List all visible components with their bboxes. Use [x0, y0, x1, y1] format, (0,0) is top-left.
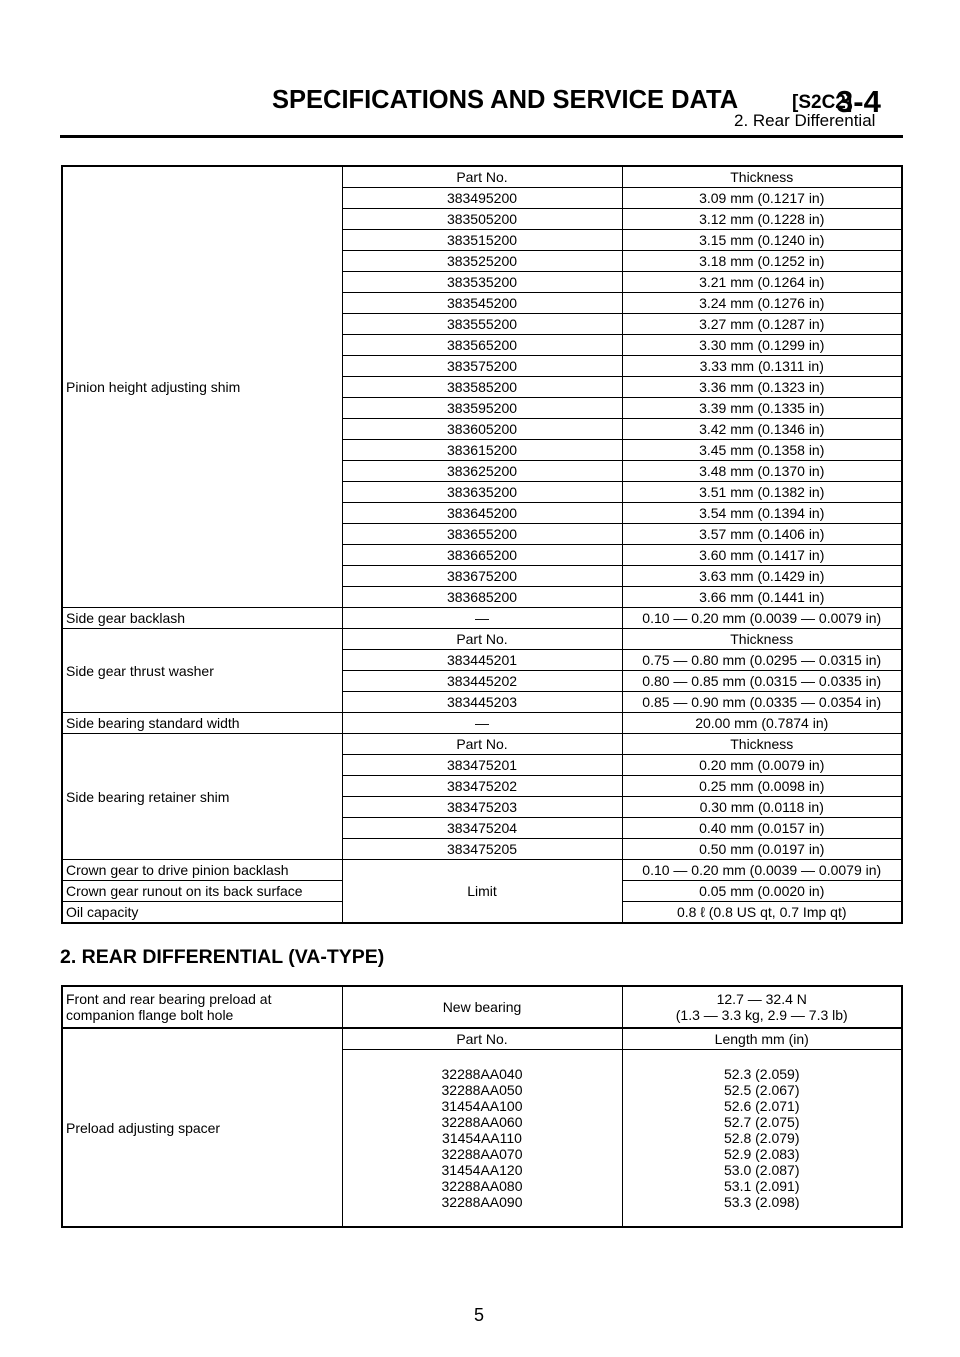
value-cell: 0.75 — 0.80 mm (0.0295 — 0.0315 in) — [622, 650, 902, 671]
value-cell: 3.12 mm (0.1228 in) — [622, 209, 902, 230]
table-row — [62, 166, 902, 188]
header-subtitle: 2. Rear Differential — [734, 111, 876, 130]
column-header: Length mm (in) — [622, 1028, 902, 1050]
value-cell: 3.60 mm (0.1417 in) — [622, 545, 902, 566]
value-cell: 3.66 mm (0.1441 in) — [622, 587, 902, 608]
value-cell: 3.18 mm (0.1252 in) — [622, 251, 902, 272]
item-label: Crown gear runout on its back surface — [62, 881, 342, 902]
part-number-cell: 383505200 — [342, 209, 622, 230]
table-row — [62, 1028, 902, 1050]
value-cell: 0.80 — 0.85 mm (0.0315 — 0.0335 in) — [622, 671, 902, 692]
value-cell: 3.15 mm (0.1240 in) — [622, 230, 902, 251]
table-row — [62, 608, 902, 629]
value-cell: 0.05 mm (0.0020 in) — [622, 881, 902, 902]
part-number-cell: 383665200 — [342, 545, 622, 566]
spec-table-rear-differential — [61, 165, 903, 924]
part-number-cell: 383475201 — [342, 755, 622, 776]
value-cell: 3.42 mm (0.1346 in) — [622, 419, 902, 440]
column-header: Thickness — [622, 166, 902, 188]
part-number-cell: 383685200 — [342, 587, 622, 608]
part-number-cell: 383445201 — [342, 650, 622, 671]
part-number-list: 32288AA040 32288AA050 31454AA100 32288AA060 31454AA110 32288AA070 31454AA120 32288AA080 32288AA090 — [342, 1050, 622, 1228]
condition-cell: Limit — [342, 860, 622, 924]
item-label: Side bearing standard width — [62, 713, 342, 734]
value-cell: 0.85 — 0.90 mm (0.0335 — 0.0354 in) — [622, 692, 902, 713]
part-number-cell: 383675200 — [342, 566, 622, 587]
value-cell: 0.40 mm (0.0157 in) — [622, 818, 902, 839]
value-cell: 0.8 ℓ (0.8 US qt, 0.7 Imp qt) — [622, 902, 902, 924]
spec-table-body — [62, 166, 902, 923]
item-label: Oil capacity — [62, 902, 342, 924]
item-label: Side gear thrust washer — [62, 629, 342, 713]
condition-cell: New bearing — [342, 986, 622, 1028]
part-number-cell: 383445202 — [342, 671, 622, 692]
table-row — [62, 629, 902, 650]
part-number-cell: 383515200 — [342, 230, 622, 251]
column-header: Part No. — [342, 1028, 622, 1050]
part-number-cell: 383655200 — [342, 524, 622, 545]
part-number-cell: 383585200 — [342, 377, 622, 398]
value-cell: 3.63 mm (0.1429 in) — [622, 566, 902, 587]
table-row — [62, 734, 902, 755]
value-cell: 3.45 mm (0.1358 in) — [622, 440, 902, 461]
value-cell: 0.10 — 0.20 mm (0.0039 — 0.0079 in) — [622, 608, 902, 629]
header-code: [S2C2] — [792, 92, 853, 113]
condition-cell: — — [342, 713, 622, 734]
part-number-cell: 383555200 — [342, 314, 622, 335]
length-list: 52.3 (2.059) 52.5 (2.067) 52.6 (2.071) 52.7 (2.075) 52.8 (2.079) 52.9 (2.083) 53.0 (2.087) 53.1 (2.091) 53.3 (2.098) — [622, 1050, 902, 1228]
part-number-cell: 383535200 — [342, 272, 622, 293]
value-cell: 3.09 mm (0.1217 in) — [622, 188, 902, 209]
column-header: Part No. — [342, 629, 622, 650]
column-header: Thickness — [622, 734, 902, 755]
value-cell: 0.30 mm (0.0118 in) — [622, 797, 902, 818]
part-number-cell: 383525200 — [342, 251, 622, 272]
part-number-cell: 383605200 — [342, 419, 622, 440]
part-number-cell: 383475203 — [342, 797, 622, 818]
value-cell: 0.50 mm (0.0197 in) — [622, 839, 902, 860]
value-cell: 3.36 mm (0.1323 in) — [622, 377, 902, 398]
item-label: Side gear backlash — [62, 608, 342, 629]
column-header: Part No. — [342, 166, 622, 188]
value-cell: 3.54 mm (0.1394 in) — [622, 503, 902, 524]
part-number-cell: 383615200 — [342, 440, 622, 461]
item-label: Preload adjusting spacer — [62, 1028, 342, 1227]
value-cell: 3.30 mm (0.1299 in) — [622, 335, 902, 356]
item-label: Front and rear bearing preload at companion flange bolt hole — [62, 986, 342, 1028]
table-row — [62, 713, 902, 734]
part-number-cell: 383475204 — [342, 818, 622, 839]
header-rule — [60, 135, 903, 138]
part-number-cell: 383495200 — [342, 188, 622, 209]
page-number: 5 — [474, 1305, 485, 1325]
column-header: Thickness — [622, 629, 902, 650]
section-heading: 2. REAR DIFFERENTIAL (VA-TYPE) — [60, 946, 385, 968]
part-number-cell: 383645200 — [342, 503, 622, 524]
part-number-cell: 383565200 — [342, 335, 622, 356]
spec-table-body — [62, 986, 902, 1227]
value-cell: 3.24 mm (0.1276 in) — [622, 293, 902, 314]
value-cell: 3.48 mm (0.1370 in) — [622, 461, 902, 482]
column-header: Part No. — [342, 734, 622, 755]
value-cell: 0.10 — 0.20 mm (0.0039 — 0.0079 in) — [622, 860, 902, 881]
item-label: Pinion height adjusting shim — [62, 166, 342, 608]
part-number-cell: 383475205 — [342, 839, 622, 860]
value-cell: 3.57 mm (0.1406 in) — [622, 524, 902, 545]
value-cell: 3.33 mm (0.1311 in) — [622, 356, 902, 377]
spec-table-va-type — [61, 985, 903, 1228]
value-cell: 0.20 mm (0.0079 in) — [622, 755, 902, 776]
header-title: SPECIFICATIONS AND SERVICE DATA — [272, 86, 739, 114]
part-number-cell: 383545200 — [342, 293, 622, 314]
part-number-cell: 383475202 — [342, 776, 622, 797]
table-row — [62, 986, 902, 1028]
part-number-cell: 383575200 — [342, 356, 622, 377]
value-cell: 3.39 mm (0.1335 in) — [622, 398, 902, 419]
part-number-cell: 383635200 — [342, 482, 622, 503]
part-number-cell: 383595200 — [342, 398, 622, 419]
part-number-cell: 383625200 — [342, 461, 622, 482]
value-cell: 0.25 mm (0.0098 in) — [622, 776, 902, 797]
value-cell: 12.7 — 32.4 N (1.3 — 3.3 kg, 2.9 — 7.3 lb) — [622, 986, 902, 1028]
part-number-cell: 383445203 — [342, 692, 622, 713]
item-label: Crown gear to drive pinion backlash — [62, 860, 342, 881]
condition-cell: — — [342, 608, 622, 629]
table-row — [62, 860, 902, 881]
header-section-number: 3-4 — [836, 84, 881, 119]
value-cell: 3.51 mm (0.1382 in) — [622, 482, 902, 503]
value-cell: 20.00 mm (0.7874 in) — [622, 713, 902, 734]
item-label: Side bearing retainer shim — [62, 734, 342, 860]
value-cell: 3.21 mm (0.1264 in) — [622, 272, 902, 293]
value-cell: 3.27 mm (0.1287 in) — [622, 314, 902, 335]
